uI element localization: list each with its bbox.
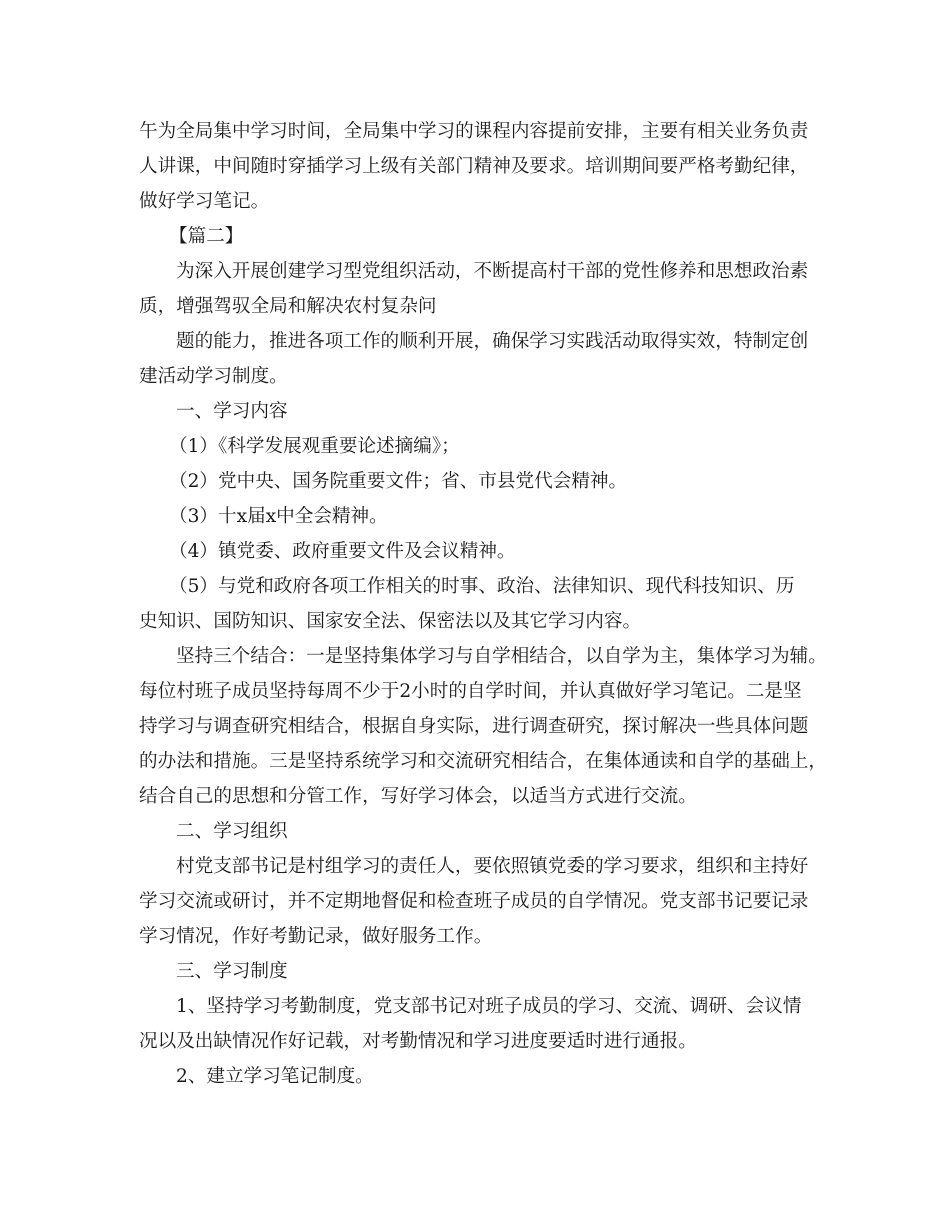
paragraph-organization: 村党支部书记是村组学习的责任人，要依照镇党委的学习要求，组织和主持好 — [176, 856, 809, 877]
paragraph-three-combinations: 坚持三个结合：一是坚持集体学习与自学相结合，以自学为主，集体学习为辅。 — [176, 646, 827, 667]
rule-item-1: 1、坚持学习考勤制度，党支部书记对班子成员的学习、交流、调研、会议情 — [176, 996, 802, 1017]
list-item-4: （4）镇党委、政府重要文件及会议精神。 — [169, 541, 516, 562]
paragraph-intro: 为深入开展创建学习型党组织活动，不断提高村干部的党性修养和思想政治素 — [176, 261, 809, 282]
list-item-1: （1）《科学发展观重要论述摘编》； — [169, 436, 460, 457]
list-item-3: （3）十x届x中全会精神。 — [169, 506, 388, 527]
paragraph-line: 题的能力，推进各项工作的顺利开展，确保学习实践活动取得实效，特制定创 — [176, 331, 809, 352]
body-line: 建活动学习制度。 — [139, 366, 288, 387]
rule-item-2: 2、建立学习笔记制度。 — [176, 1066, 374, 1087]
heading-study-content: 一、学习内容 — [176, 401, 288, 422]
body-line: 质，增强驾驭全局和解决农村复杂问 — [139, 296, 437, 317]
body-line: 的办法和措施。三是坚持系统学习和交流研究相结合，在集体通读和自学的基础上， — [139, 751, 827, 772]
heading-study-system: 三、学习制度 — [176, 961, 288, 982]
heading-study-organization: 二、学习组织 — [176, 821, 288, 842]
body-line: 学习交流或研讨，并不定期地督促和检查班子成员的自学情况。党支部书记要记录 — [139, 891, 809, 912]
body-line: 做好学习笔记。 — [139, 191, 270, 212]
list-item-2: （2）党中央、国务院重要文件；省、市县党代会精神。 — [169, 471, 628, 492]
body-line: 人讲课，中间随时穿插学习上级有关部门精神及要求。培训期间要严格考勤纪律， — [139, 156, 809, 177]
document-page — [139, 114, 829, 1094]
list-item-5: （5）与党和政府各项工作相关的时事、政治、法律知识、现代科技知识、历 — [169, 576, 795, 597]
body-line: 况以及出缺情况作好记载，对考勤情况和学习进度要适时进行通报。 — [139, 1031, 697, 1052]
body-line: 持学习与调查研究相结合，根据自身实际，进行调查研究，探讨解决一些具体问题 — [139, 716, 809, 737]
body-line: 学习情况，作好考勤记录，做好服务工作。 — [139, 926, 493, 947]
body-line: 午为全局集中学习时间，全局集中学习的课程内容提前安排，主要有相关业务负责 — [139, 121, 809, 142]
body-line: 结合自己的思想和分管工作，写好学习体会，以适当方式进行交流。 — [139, 786, 697, 807]
body-line: 史知识、国防知识、国家安全法、保密法以及其它学习内容。 — [139, 611, 642, 632]
section-title-part-two: 【篇二】 — [169, 226, 244, 247]
body-line: 每位村班子成员坚持每周不少于2小时的自学时间，并认真做好学习笔记。二是坚 — [139, 681, 802, 702]
